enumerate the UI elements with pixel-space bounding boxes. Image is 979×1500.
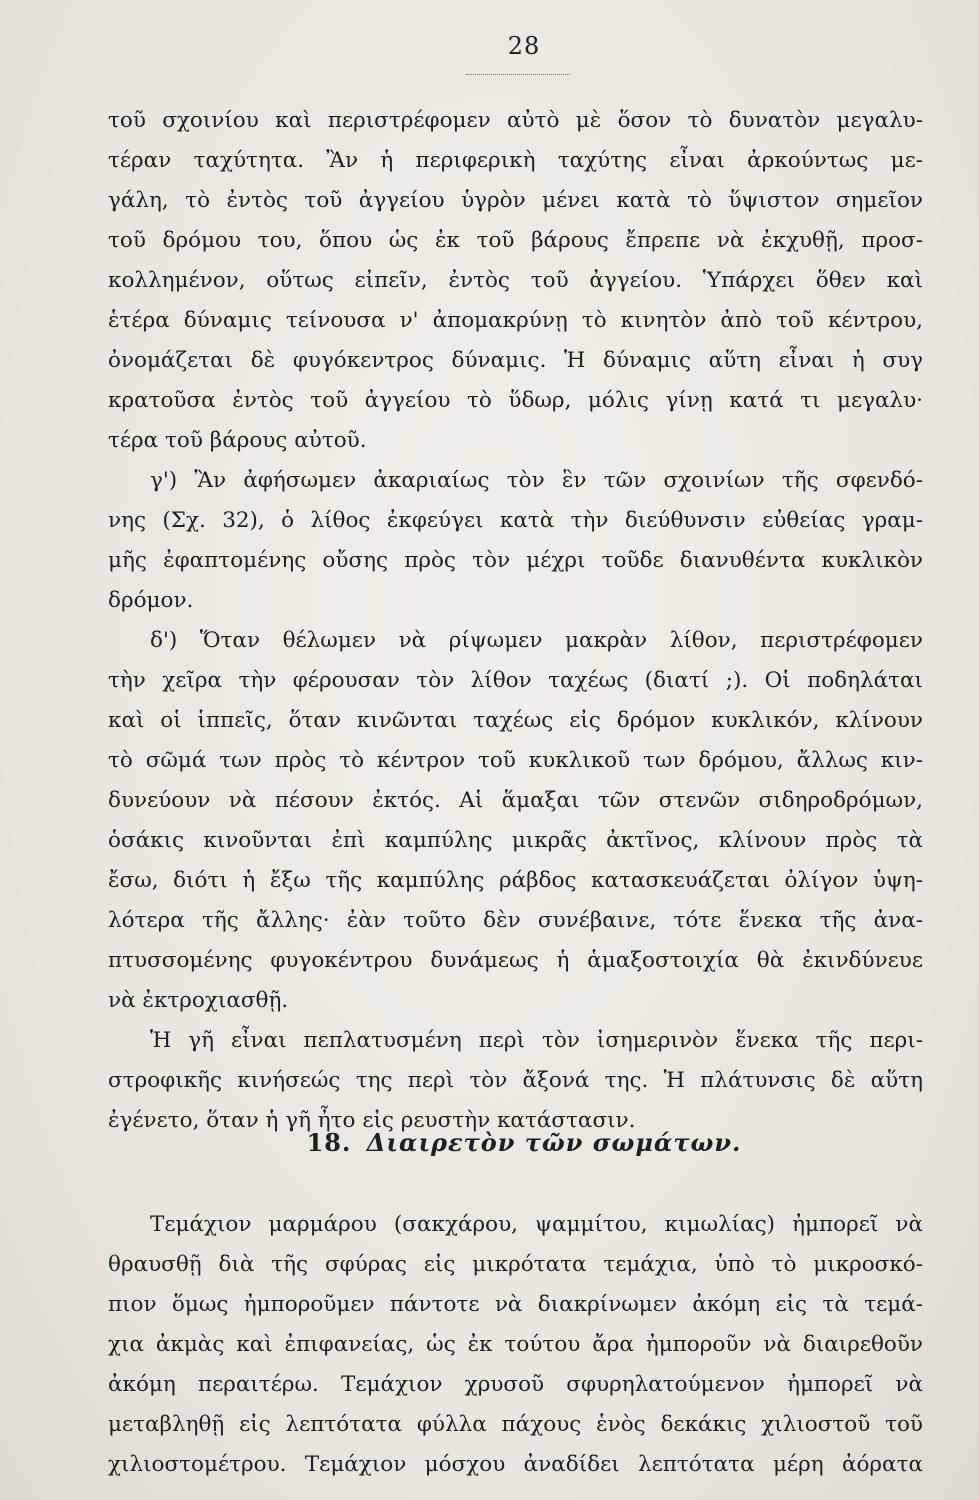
text-line: ὁσάκις κινοῦνται ἐπὶ καμπύλης μικρᾶς ἀκτῖνος, κλίνουν πρὸς τὰ xyxy=(108,828,923,853)
text-line: δρόμον. xyxy=(108,588,194,613)
text-line: τοῦ δρόμου του, ὅπου ὡς ἐκ τοῦ βάρους ἔπρεπε νὰ ἐκχυθῇ, προσ- xyxy=(108,228,923,253)
page-number: 28 xyxy=(507,32,541,60)
text-line: τὴν χεῖρα τὴν φέρουσαν τὸν λίθον ταχέως (διατί ;). Οἱ ποδηλάται xyxy=(108,668,923,693)
text-line: Τεμάχιον μαρμάρου (σακχάρου, ψαμμίτου, κιμωλίας) ἠμπορεῖ νὰ xyxy=(150,1212,923,1237)
text-line: καὶ οἱ ἱππεῖς, ὅταν κινῶνται ταχέως εἰς δρόμον κυκλικόν, κλίνουν xyxy=(108,708,923,733)
text-line: ὀνομάζεται δὲ φυγόκεντρος δύναμις. Ἡ δύναμις αὕτη εἶναι ἡ συγ xyxy=(108,348,923,373)
text-line: κρατοῦσα ἐντὸς τοῦ ἀγγείου τὸ ὕδωρ, μόλις γίνῃ κατά τι μεγαλυ· xyxy=(108,388,923,413)
text-line: πτυσσομένης φυγοκέντρου δυνάμεως ἡ ἁμαξοστοιχία θὰ ἐκινδύνευε xyxy=(108,948,923,973)
section-heading xyxy=(0,1128,979,1157)
text-line: ἔσω, διότι ἡ ἔξω τῆς καμπύλης ράβδος κατασκευάζεται ὀλίγον ὑψη- xyxy=(108,868,923,893)
text-line: θραυσθῇ διὰ τῆς σφύρας εἰς μικρότατα τεμάχια, ὑπὸ τὸ μικροσκό- xyxy=(108,1252,923,1277)
text-line: δυνεύουν νὰ πέσουν ἐκτός. Αἱ ἅμαξαι τῶν στενῶν σιδηροδρόμων, xyxy=(108,788,923,813)
text-line: ἀκόμη περαιτέρω. Τεμάχιον χρυσοῦ σφυρηλατούμενον ἠμπορεῖ νὰ xyxy=(108,1372,923,1397)
text-line: λότερα τῆς ἄλλης· ἐὰν τοῦτο δὲν συνέβαινε, τότε ἕνεκα τῆς ἀνα- xyxy=(108,908,923,933)
text-line: ἐγένετο, ὅταν ἡ γῆ ἦτο εἰς ρευστὴν κατάστασιν. xyxy=(108,1108,636,1133)
text-line: τέρα τοῦ βάρους αὐτοῦ. xyxy=(108,428,367,453)
section-number: 18. xyxy=(306,1128,352,1157)
text-line: τὸ σῶμά των πρὸς τὸ κέντρον τοῦ κυκλικοῦ των δρόμου, ἄλλως κιν- xyxy=(108,748,923,773)
text-line: τοῦ σχοινίου καὶ περιστρέφομεν αὐτὸ μὲ ὅσον τὸ δυνατὸν μεγαλυ- xyxy=(108,108,923,133)
text-line: Ἡ γῆ εἶναι πεπλατυσμένη περὶ τὸν ἰσημερινὸν ἕνεκα τῆς περι- xyxy=(150,1028,923,1053)
text-line: νης (Σχ. 32), ὁ λίθος ἐκφεύγει κατὰ τὴν διεύθυνσιν εὐθείας γραμ- xyxy=(108,508,923,533)
section-title: Διαιρετὸν τῶν σωμάτων. xyxy=(366,1128,742,1157)
text-line: χιλιοστομέτρου. Τεμάχιον μόσχου ἀναδίδει λεπτότατα μέρη ἀόρατα xyxy=(108,1452,923,1477)
page-number-rule xyxy=(466,74,570,75)
text-line: μῆς ἐφαπτομένης οὔσης πρὸς τὸν μέχρι τοῦδε διανυθέντα κυκλικὸν xyxy=(108,548,923,573)
text-line: στροφικῆς κινήσεώς της περὶ τὸν ἄξονά της. Ἡ πλάτυνσις δὲ αὕτη xyxy=(108,1068,923,1093)
text-line: τέραν ταχύτητα. Ἂν ἡ περιφερικὴ ταχύτης εἶναι ἀρκούντως με- xyxy=(108,148,923,173)
text-line: δ') Ὅταν θέλωμεν νὰ ρίψωμεν μακρὰν λίθον, περιστρέφομεν xyxy=(150,628,923,653)
text-line: πιον ὅμως ἠμποροῦμεν πάντοτε νὰ διακρίνωμεν ἀκόμη εἰς τὰ τεμά- xyxy=(108,1292,923,1317)
text-line: νὰ ἐκτροχιασθῇ. xyxy=(108,988,289,1013)
text-line: γάλη, τὸ ἐντὸς τοῦ ἀγγείου ὑγρὸν μένει κατὰ τὸ ὕψιστον σημεῖον xyxy=(108,188,923,213)
text-line: ἑτέρα δύναμις τείνουσα ν' ἀπομακρύνῃ τὸ κινητὸν ἀπὸ τοῦ κέντρου, xyxy=(108,308,923,333)
text-line: γ') Ἂν ἀφήσωμεν ἀκαριαίως τὸν ἓν τῶν σχοινίων τῆς σφενδό- xyxy=(150,468,923,493)
text-line: χια ἀκμὰς καὶ ἐπιφανείας, ὡς ἐκ τούτου ἄρα ἠμποροῦν νὰ διαιρεθοῦν xyxy=(108,1332,923,1357)
text-line: κολλημένον, οὕτως εἰπεῖν, ἐντὸς τοῦ ἀγγείου. Ὑπάρχει ὅθεν καὶ xyxy=(108,268,923,293)
text-line: μεταβληθῇ εἰς λεπτότατα φύλλα πάχους ἑνὸς δεκάκις χιλιοστοῦ τοῦ xyxy=(108,1412,923,1437)
